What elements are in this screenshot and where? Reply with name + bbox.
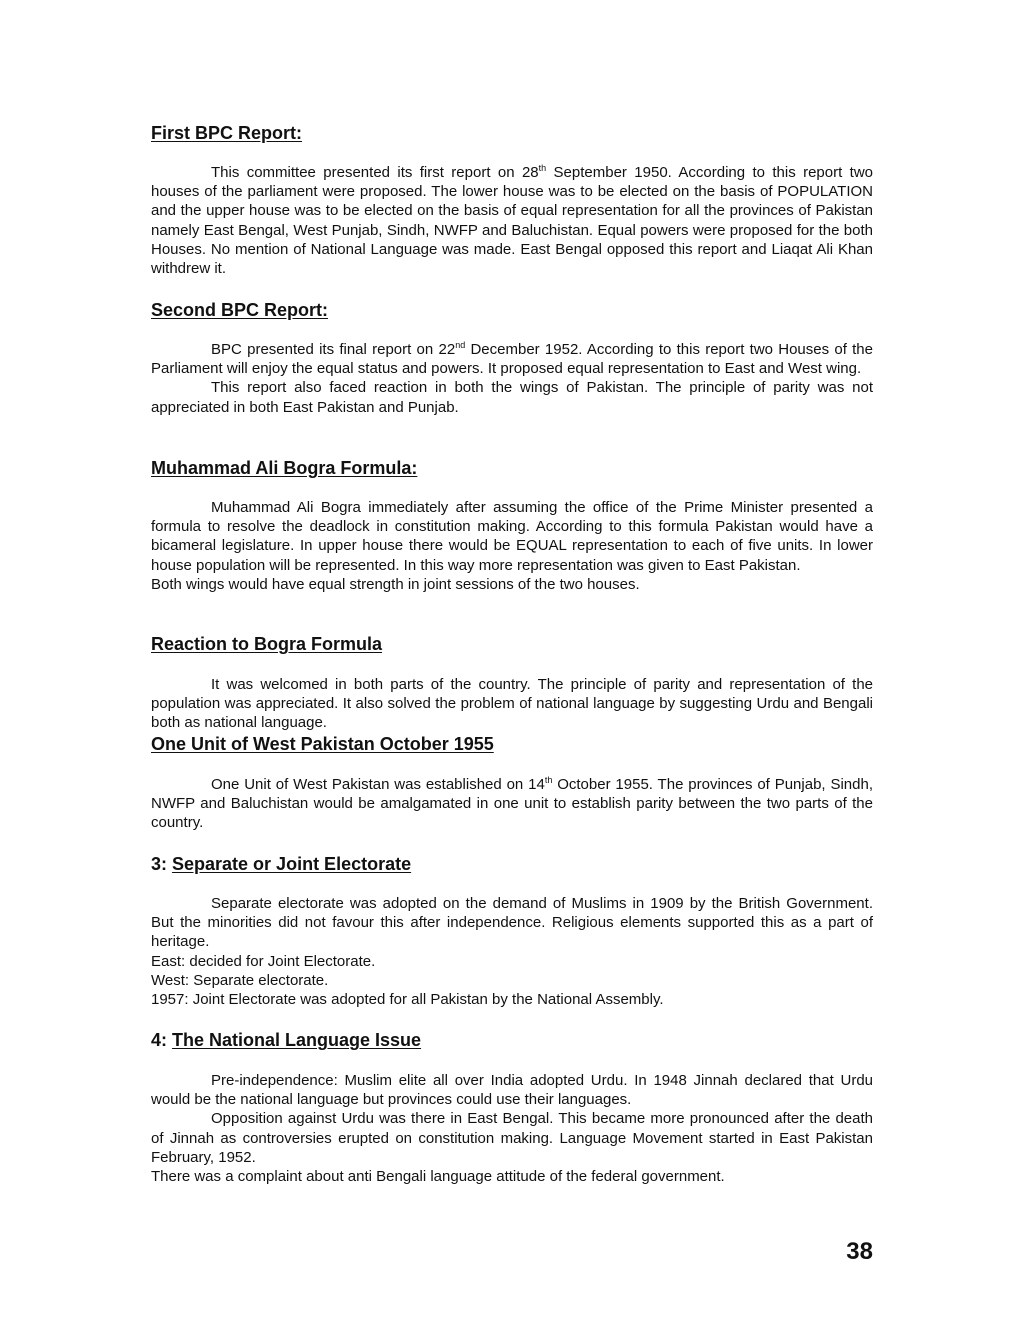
heading-reaction-bogra: Reaction to Bogra Formula bbox=[151, 634, 383, 654]
paragraph: Pre-independence: Muslim elite all over India adopted Urdu. In 1948 Jinnah declared that Urdu would be the national language but provinces could use their languages. bbox=[151, 1072, 873, 1109]
paragraph: Both wings would have equal strength in joint sessions of the two houses. bbox=[151, 575, 640, 593]
second-bpc-body bbox=[151, 340, 873, 417]
paragraph: Muhammad Ali Bogra immediately after assuming the office of the Prime Minister presented a formula to resolve the deadlock in constitution making. According to this formula Pakistan would have a bicameral legislature. In upper house there would be EQUAL representation to each of five units. In lower house population will be represented. In this way more representation was given to East Pakistan. bbox=[151, 499, 873, 574]
paragraph: One Unit of West Pakistan was established on 14th October 1955. The provinces of Punjab, Sindh, NWFP and Baluchistan would be amalgamated in one unit to establish parity between the two parts of the country. bbox=[151, 775, 873, 832]
heading-bogra-formula: Muhammad Ali Bogra Formula: bbox=[151, 458, 418, 478]
paragraph: There was a complaint about anti Bengali language attitude of the federal government. bbox=[151, 1168, 725, 1186]
paragraph: BPC presented its final report on 22nd December 1952. According to this report two Houses of the Parliament will enjoy the equal status and powers. It proposed equal representation to East and West wing. bbox=[151, 340, 873, 378]
list-line: 1957: Joint Electorate was adopted for all Pakistan by the National Assembly. bbox=[151, 991, 664, 1009]
language-body bbox=[151, 1071, 873, 1186]
document-page bbox=[151, 0, 873, 1325]
paragraph: This report also faced reaction in both the wings of Pakistan. The principle of parity was not appreciated in both East Pakistan and Punjab. bbox=[151, 379, 873, 416]
heading-national-language: 4: The National Language Issue bbox=[151, 1030, 422, 1050]
list-line: East: decided for Joint Electorate. bbox=[151, 952, 376, 970]
paragraph: Separate electorate was adopted on the demand of Muslims in 1909 by the British Government. But the minorities did not favour this after independence. Religious elements supported this as a part of heritage. bbox=[151, 895, 873, 951]
paragraph: Opposition against Urdu was there in East Bengal. This became more pronounced after the death of Jinnah as controversies erupted on constitution making. Language Movement started in East Pakistan February, 1952. bbox=[151, 1110, 873, 1166]
page-number: 38 bbox=[846, 1238, 873, 1265]
heading-one-unit: One Unit of West Pakistan October 1955 bbox=[151, 734, 494, 754]
heading-electorate: 3: Separate or Joint Electorate bbox=[151, 854, 412, 874]
bogra-body bbox=[151, 498, 873, 594]
paragraph: This committee presented its first report on 28th September 1950. According to this report two houses of the parliament were proposed. The lower house was to be elected on the basis of POPULATION and the upper house was to be elected on the basis of equal representation for all the provinces of Pakistan namely East Bengal, West Punjab, Sindh, NWFP and Baluchistan. Equal powers were proposed for the both Houses. No mention of National Language was made. East Bengal opposed this report and Liaqat Ali Khan withdrew it. bbox=[151, 163, 873, 278]
heading-second-bpc-report: Second BPC Report: bbox=[151, 300, 329, 320]
list-line: West: Separate electorate. bbox=[151, 971, 329, 989]
first-bpc-body bbox=[151, 163, 873, 278]
reaction-body bbox=[151, 675, 873, 733]
heading-first-bpc-report: First BPC Report: bbox=[151, 123, 303, 143]
paragraph: It was welcomed in both parts of the country. The principle of parity and representation of the population was appreciated. It also solved the problem of national language by suggesting Urdu and Bengali both as national language. bbox=[151, 676, 873, 732]
one-unit-body bbox=[151, 775, 873, 833]
electorate-body bbox=[151, 894, 873, 1009]
